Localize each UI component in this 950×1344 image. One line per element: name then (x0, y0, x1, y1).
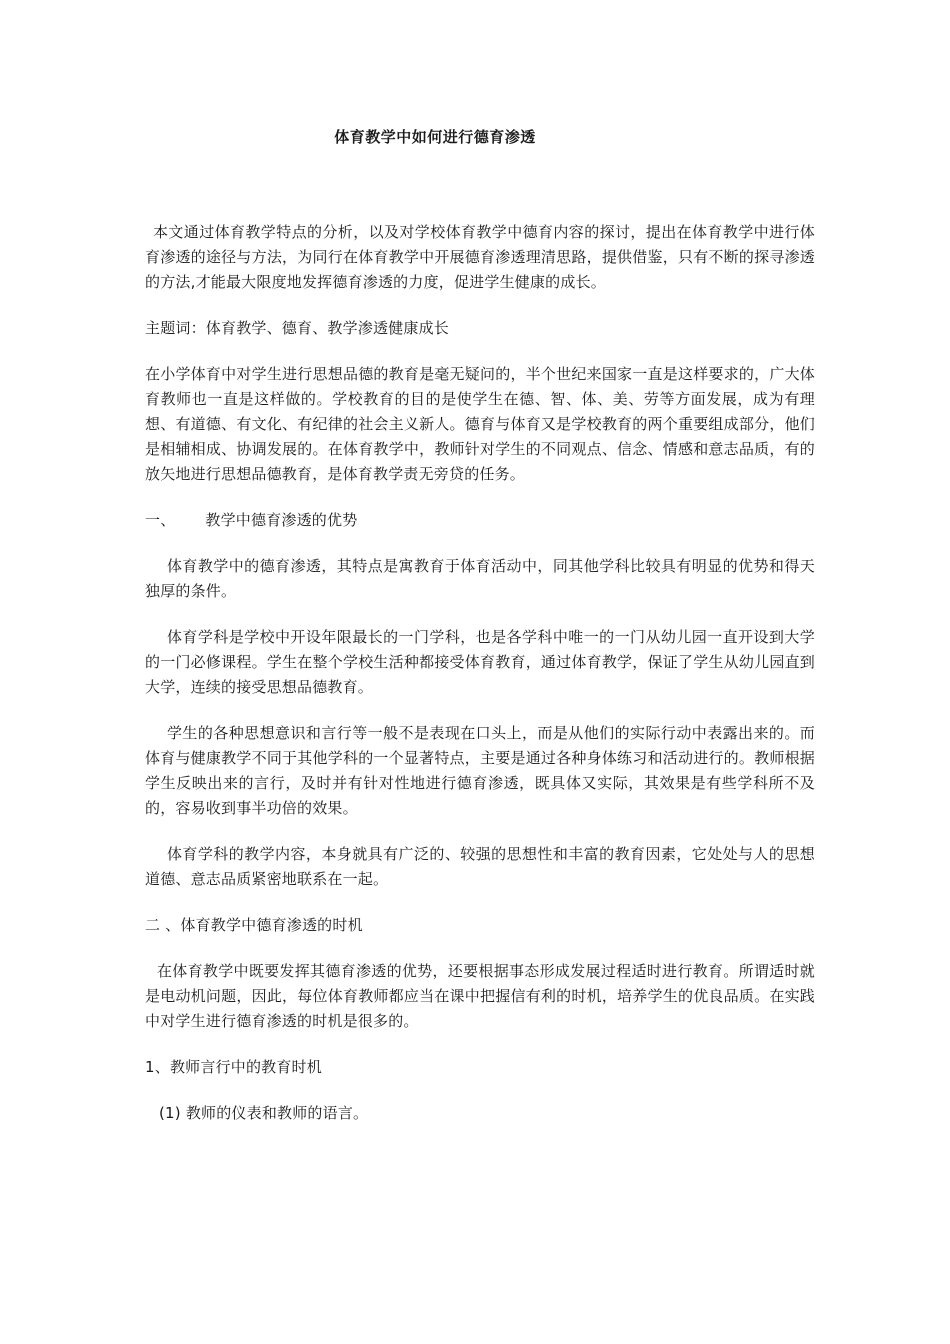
document-body (145, 220, 815, 1147)
section-heading-2: 二 、体育教学中德育渗透的时机 (145, 916, 363, 934)
keywords-line: 主题词：体育教学、德育、教学渗透健康成长 (145, 319, 450, 337)
document-title: 体育教学中如何进行德育渗透 (334, 128, 536, 146)
section1-paragraph-1: 体育教学中的德育渗透，其特点是寓教育于体育活动中，同其他学科比较具有明显的优势和得天独厚的条件。 (145, 557, 815, 600)
section2-paragraph-1: 在体育教学中既要发挥其德育渗透的优势，还要根据事态形成发展过程适时进行教育。所谓适时就是电动机问题，因此，每位体育教师都应当在课中把握信有利的时机，培养学生的优良品质。在实践中对学生进行德育渗透的时机是很多的。 (145, 962, 815, 1030)
section1-paragraph-2: 体育学科是学校中开设年限最长的一门学科，也是各学科中唯一的一门从幼儿园一直开设到大学的一门必修课程。学生在整个学校生活种都接受体育教育，通过体育教学，保证了学生从幼儿园直到大学，连续的接受思想品德教育。 (145, 628, 815, 696)
subsection-heading-1: 1、教师言行中的教育时机 (145, 1058, 322, 1076)
section-heading-1 (145, 508, 815, 533)
abstract-paragraph: 本文通过体育教学特点的分析，以及对学校体育教学中德育内容的探讨，提出在体育教学中进行体育渗透的途径与方法，为同行在体育教学中开展德育渗透理清思路，提供借鉴，只有不断的探寻渗透的方法,才能最大限度地发挥德育渗透的力度，促进学生健康的成长。 (145, 223, 815, 291)
intro-paragraph: 在小学体育中对学生进行思想品德的教育是毫无疑问的，半个世纪来国家一直是这样要求的，广大体育教师也一直是这样做的。学校教育的目的是使学生在德、智、体、美、劳等方面发展，成为有理想、有道德、有文化、有纪律的社会主义新人。德育与体育又是学校教育的两个重要组成部分，他们是相辅相成、协调发展的。在体育教学中，教师针对学生的不同观点、信念、情感和意志品质，有的放矢地进行思想品德教育，是体育教学责无旁贷的任务。 (145, 365, 815, 483)
list-item: (1) 教师的仪表和教师的语言。 (159, 1104, 369, 1122)
section-number: 一、 (145, 511, 176, 529)
section1-paragraph-4: 体育学科的教学内容，本身就具有广泛的、较强的思想性和丰富的教育因素，它处处与人的思想道德、意志品质紧密地联系在一起。 (145, 845, 815, 888)
section-title: 教学中德育渗透的优势 (205, 511, 358, 529)
section1-paragraph-3: 学生的各种思想意识和言行等一般不是表现在口头上，而是从他们的实际行动中表露出来的。而体育与健康教学不同于其他学科的一个显著特点，主要是通过各种身体练习和活动进行的。教师根据学生反映出来的言行，及时并有针对性地进行德育渗透，既具体又实际，其效果是有些学科所不及的，容易收到事半功倍的效果。 (145, 724, 815, 817)
